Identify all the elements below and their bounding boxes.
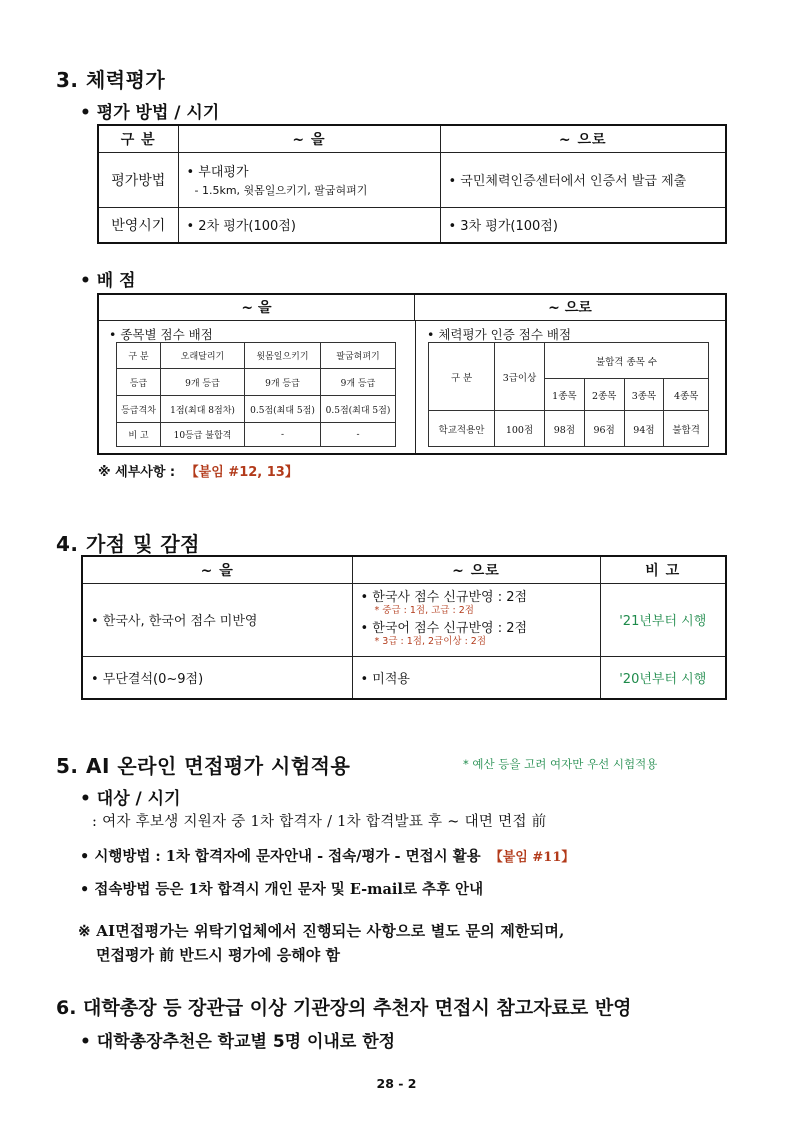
table-cell: 비 고 xyxy=(117,423,161,447)
cell-text: • 한국사, 한국어 점수 미반영 xyxy=(82,583,352,656)
warning-line-2: 면접평가 前 반드시 평가에 응해야 함 xyxy=(96,946,340,964)
table-header: ~ 을 xyxy=(82,556,352,583)
section5-side-note: * 예산 등을 고려 여자만 우선 시험적용 xyxy=(463,757,658,771)
section5-access: • 접속방법 등은 1차 합격시 개인 문자 및 E-mail로 추후 안내 xyxy=(80,881,484,898)
table-cell: 1점(최대 8점차) xyxy=(161,396,245,423)
table-header: 비 고 xyxy=(600,556,726,583)
cell-text: • 한국어 점수 신규반영 : 2점 xyxy=(360,621,528,636)
table-cell: 불합격 종목 수 xyxy=(545,343,709,379)
cell-text: • 미적용 xyxy=(352,656,600,699)
section6-title: 6. 대학총장 등 장관급 이상 기관장의 추천자 면접시 참고자료로 반영 xyxy=(56,997,632,1019)
table-cell: 윗몸일으키기 xyxy=(245,343,321,369)
table-cell: 96점 xyxy=(584,411,624,447)
table-cell: 3종목 xyxy=(624,379,664,411)
warning-line-1: ※ AI면접평가는 위탁기업체에서 진행되는 사항으로 별도 문의 제한되며, xyxy=(78,922,565,940)
section5-bullet-target: • 대상 / 시기 xyxy=(80,789,181,809)
table-header: ~ 으로 xyxy=(352,556,600,583)
cell-text: • 부대평가 xyxy=(186,165,249,180)
table-cell: 오래달리기 xyxy=(161,343,245,369)
bonus-penalty-table xyxy=(81,555,727,700)
detail-note-ref: 【붙임 #12, 13】 xyxy=(185,465,298,480)
table-cell: 94점 xyxy=(624,411,664,447)
cell-subtext: * 3급 : 1점, 2급이상 : 2점 xyxy=(374,635,487,647)
table-header: 구 분 xyxy=(98,125,178,152)
scoring-header-right: ~ 으로 xyxy=(415,295,725,321)
section3-title: 3. 체력평가 xyxy=(56,68,166,92)
table-header: ~ 으로 xyxy=(440,125,726,152)
table-cell: 1종목 xyxy=(545,379,585,411)
detail-note-label: ※ 세부사항 : xyxy=(98,465,176,480)
section6-bullet: • 대학총장추천은 학교별 5명 이내로 한정 xyxy=(80,1032,396,1052)
cell-text: • 3차 평가(100점) xyxy=(440,207,726,243)
table-cell: - xyxy=(321,423,396,447)
table-cell: 불합격 xyxy=(664,411,709,447)
table-cell: 9개 등급 xyxy=(321,369,396,396)
table-cell: - xyxy=(245,423,321,447)
table-cell: 10등급 불합격 xyxy=(161,423,245,447)
method-text: • 시행방법 : 1차 합격자에 문자안내 - 접속/평가 - 면접시 활용 xyxy=(80,848,481,865)
table-cell: 학교적용안 xyxy=(429,411,495,447)
cell-subtext: * 중급 : 1점, 고급 : 2점 xyxy=(374,605,474,617)
table-cell: 9개 등급 xyxy=(245,369,321,396)
event-score-table xyxy=(116,342,396,447)
table-cell: 등급격차 xyxy=(117,396,161,423)
right-subtitle: • 체력평가 인증 점수 배점 xyxy=(427,327,572,342)
method-ref: 【붙임 #11】 xyxy=(489,850,575,865)
cell-text: • 국민체력인증센터에서 인증서 발급 제출 xyxy=(440,152,726,207)
table-cell: 4종목 xyxy=(664,379,709,411)
cell-subtext: - 1.5km, 윗몸일으키기, 팔굽혀펴기 xyxy=(194,184,368,197)
section3-bullet-score: • 배 점 xyxy=(80,271,136,291)
cell-text: • 한국사 점수 신규반영 : 2점 xyxy=(360,590,528,606)
section5-title: 5. AI 온라인 면접평가 시험적용 xyxy=(56,754,351,778)
row-label: 반영시기 xyxy=(98,207,178,243)
certification-score-table xyxy=(428,342,709,447)
table-cell: 3급이상 xyxy=(495,343,545,411)
scoring-header-left: ~ 을 xyxy=(99,295,415,321)
table-cell: 구 분 xyxy=(117,343,161,369)
section4-title: 4. 가점 및 감점 xyxy=(56,532,201,556)
row-label: 평가방법 xyxy=(98,152,178,207)
left-subtitle: • 종목별 점수 배점 xyxy=(109,327,213,342)
page-number: 28 - 2 xyxy=(376,1076,417,1091)
cell-remark: '21년부터 시행 xyxy=(600,583,726,656)
table-header: ~ 을 xyxy=(178,125,440,152)
cell-text: • 2차 평가(100점) xyxy=(178,207,440,243)
detail-note xyxy=(98,461,298,480)
table-cell: 0.5점(최대 5점) xyxy=(321,396,396,423)
cell-remark: '20년부터 시행 xyxy=(600,656,726,699)
table-cell: 2종목 xyxy=(584,379,624,411)
table-cell: 9개 등급 xyxy=(161,369,245,396)
section5-method xyxy=(80,845,574,866)
table-cell: 100점 xyxy=(495,411,545,447)
table-cell: 구 분 xyxy=(429,343,495,411)
table-cell: 등급 xyxy=(117,369,161,396)
table-cell: 0.5점(최대 5점) xyxy=(245,396,321,423)
section3-bullet-method: • 평가 방법 / 시기 xyxy=(80,103,220,123)
cell-text: • 무단결석(0~9점) xyxy=(82,656,352,699)
section5-target-text: : 여자 후보생 지원자 중 1차 합격자 / 1차 합격발표 후 ~ 대면 면접 前 xyxy=(92,814,547,830)
table-cell: 팔굽혀펴기 xyxy=(321,343,396,369)
evaluation-method-table xyxy=(97,124,727,244)
table-cell: 98점 xyxy=(545,411,585,447)
